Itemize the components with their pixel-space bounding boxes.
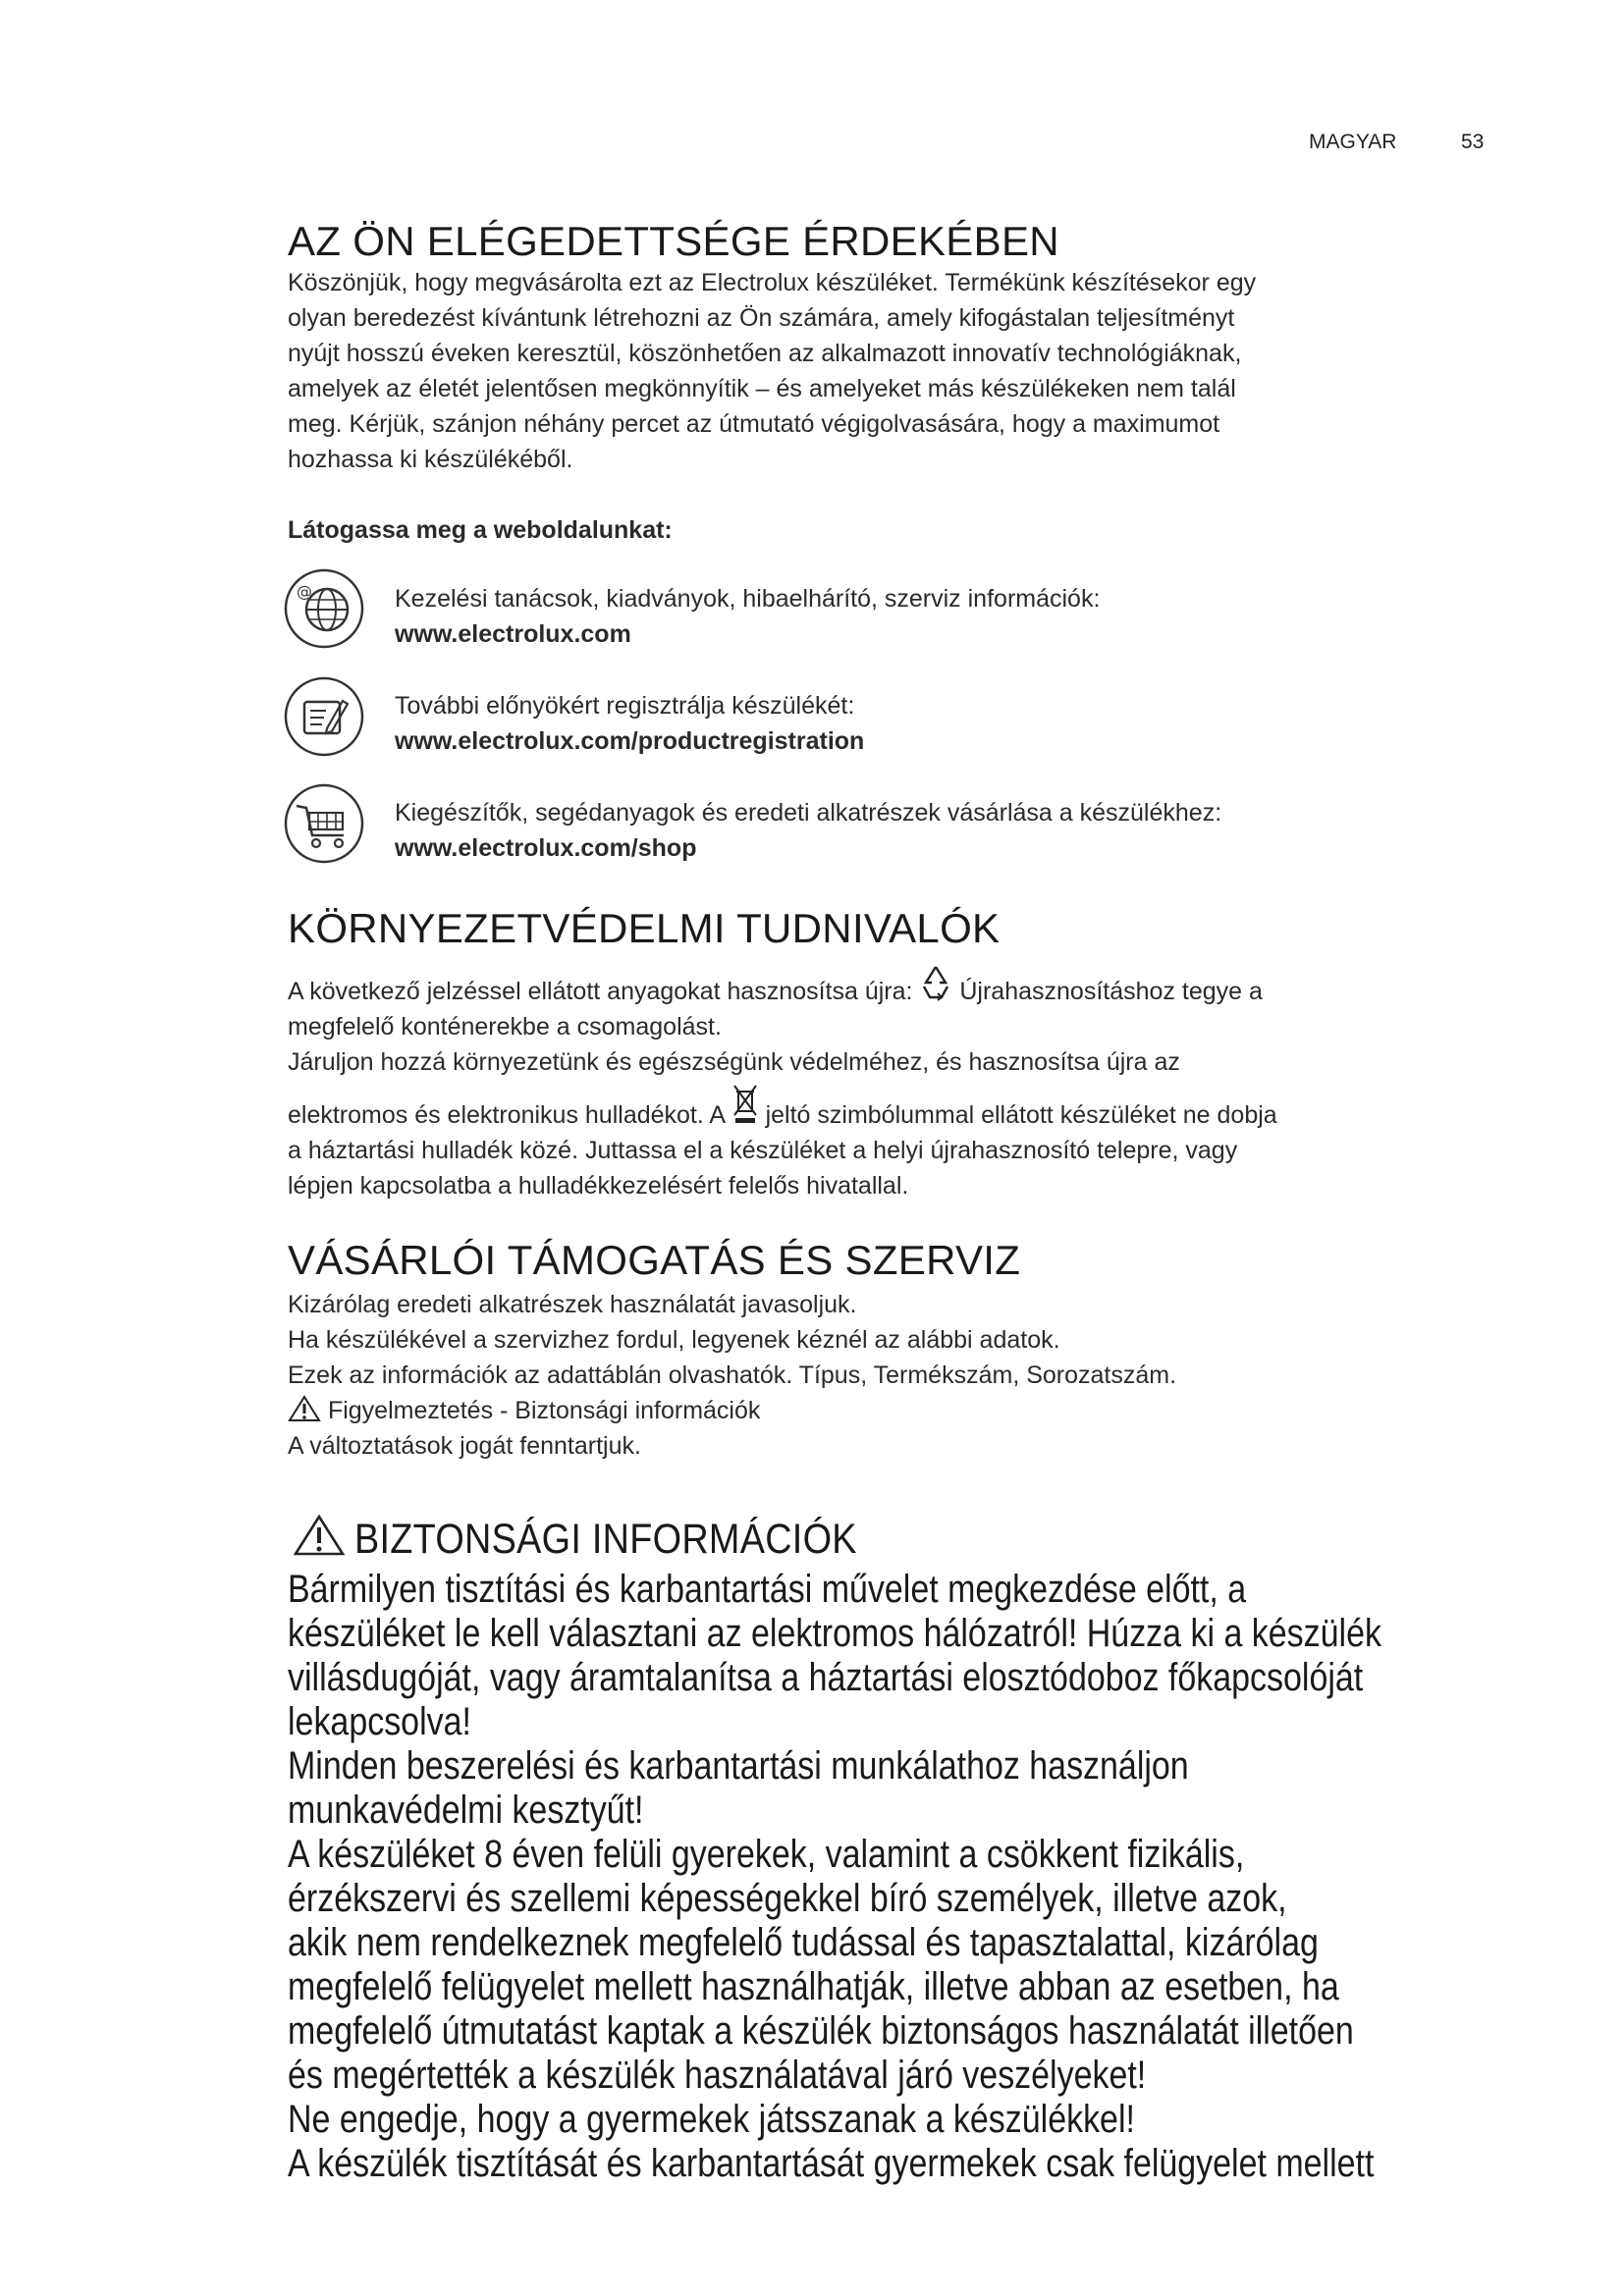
paragraph-line: Ha készülékével a szervizhez fordul, legyenek kéznél az alábbi adatok. [288,1326,1060,1354]
paragraph-line: lépjen kapcsolatba a hulladékkezelésért felelős hivatallal. [288,1172,909,1200]
warning-text: Figyelmeztetés - Biztonsági információk [327,1397,761,1424]
link-description: Kezelési tanácsok, kiadványok, hibaelhárító, szerviz információk: [395,585,1101,613]
page-number: 53 [1461,131,1485,153]
paragraph-line: Bármilyen tisztítási és karbantartási művelet megkezdése előtt, a [288,1568,1247,1611]
registration-icon [283,675,365,758]
paragraph-line: Minden beszerelési és karbantartási munkálathoz használjon [288,1744,1189,1788]
link-url[interactable]: www.electrolux.com/shop [395,834,697,862]
paragraph-line: készüléket le kell választani az elektromos hálózatról! Húzza ki a készülék [288,1612,1381,1655]
env-line1-start: A következő jelzéssel ellátott anyagokat hasznosítsa újra: [288,978,920,1005]
svg-text:@: @ [297,582,312,601]
paragraph-line: olyan beredezést kívántunk létrehozni az Ön számára, amely kifogástalan teljesítményt [288,304,1235,332]
paragraph-line: meg. Kérjük, szánjon néhány percet az útmutató végigolvasására, hogy a maximumot [288,410,1220,438]
warning-icon [288,1395,321,1422]
paragraph-line: lekapcsolva! [288,1700,471,1743]
paragraph-line: és megértették a készülék használatával járó veszélyeket! [288,2054,1147,2097]
paragraph-line: Ne engedje, hogy a gyermekek játsszanak a készülékkel! [288,2098,1135,2141]
visit-website-label: Látogassa meg a weboldalunkat: [288,516,673,544]
warning-icon [293,1514,346,1557]
paragraph-line: Köszönjük, hogy megvásárolta ezt az Electrolux készüléket. Termékünk készítésekor egy [288,269,1257,296]
link-description: Kiegészítők, segédanyagok és eredeti alkatrészek vásárlása a készülékhez: [395,799,1222,827]
globe-icon [283,567,365,650]
link-item-registration [395,688,864,759]
paragraph-line: megfelelő konténerekbe a csomagolást. [288,1013,722,1041]
paragraph-line: munkavédelmi kesztyűt! [288,1789,644,1832]
paragraph-line: érzékszervi és szellemi képességekkel bíró személyek, illetve azok, [288,1877,1287,1920]
paragraph-line: Ezek az információk az adattáblán olvashatók. Típus, Termékszám, Sorozatszám. [288,1362,1177,1389]
env-line1-end: Újrahasznosításhoz tegye a [952,978,1263,1005]
paragraph-line [288,1097,1515,1133]
environment-title: KÖRNYEZETVÉDELMI TUDNIVALÓK [288,905,1001,951]
header-language: MAGYAR [1309,131,1397,153]
safety-title: BIZTONSÁGI INFORMÁCIÓK [354,1516,857,1563]
paragraph-line: A változtatások jogát fenntartjuk. [288,1432,641,1460]
recycle-icon [919,964,952,1001]
shopping-cart-icon [283,782,365,865]
paragraph-line: hozhassa ki készülékéből. [288,446,573,473]
link-item-support [395,581,1100,652]
support-paragraph [288,1287,1515,1464]
paragraph-line: Kizárólag eredeti alkatrészek használatát javasoljuk. [288,1291,857,1318]
paragraph-line [288,1393,1515,1428]
paragraph-line [288,974,1515,1009]
environment-paragraph [288,974,1515,1203]
env-line4-start: elektromos és elektronikus hulladékot. A [288,1101,731,1129]
support-title: VÁSÁRLÓI TÁMOGATÁS ÉS SZERVIZ [288,1237,1021,1283]
paragraph-line: nyújt hosszú éveken keresztül, köszönhetően az alkalmazott innovatív technológiáknak, [288,340,1242,367]
link-url[interactable]: www.electrolux.com/productregistration [395,727,865,755]
paragraph-line: a háztartási hulladék közé. Juttassa el a készüléket a helyi újrahasznosító telepre, vagy [288,1137,1238,1164]
paragraph-line: megfelelő felügyelet mellett használhatják, illetve abban az esetben, ha [288,1965,1339,2008]
paragraph-line: A készülék tisztítását és karbantartását gyermekek csak felügyelet mellett [288,2142,1375,2185]
link-description: További előnyökért regisztrálja készülékét: [395,692,855,720]
satisfaction-title: AZ ÖN ELÉGEDETTSÉGE ÉRDEKÉBEN [288,218,1059,264]
paragraph-line: amelyek az életét jelentősen megkönnyítik – és amelyeket más készülékeken nem talál [288,375,1236,402]
link-item-shop [395,795,1221,866]
satisfaction-paragraph [288,265,1486,477]
safety-paragraph [288,1568,1381,2186]
paragraph-line: akik nem rendelkeznek megfelelő tudással és tapasztalattal, kizárólag [288,1921,1319,1964]
paragraph-line: villásdugóját, vagy áramtalanítsa a háztartási elosztódoboz főkapcsolóját [288,1656,1364,1699]
crossed-bin-icon [731,1082,759,1125]
paragraph-line: A készüléket 8 éven felüli gyerekek, valamint a csökkent fizikális, [288,1833,1245,1876]
env-line4-end: jeltó szimbólummal ellátott készüléket ne dobja [758,1101,1277,1129]
link-url[interactable]: www.electrolux.com [395,620,631,648]
paragraph-line: megfelelő útmutatást kaptak a készülék biztonságos használatát illetően [288,2009,1354,2053]
paragraph-line: Járuljon hozzá környezetünk és egészségünk védelméhez, és hasznosítsa újra az [288,1048,1180,1076]
